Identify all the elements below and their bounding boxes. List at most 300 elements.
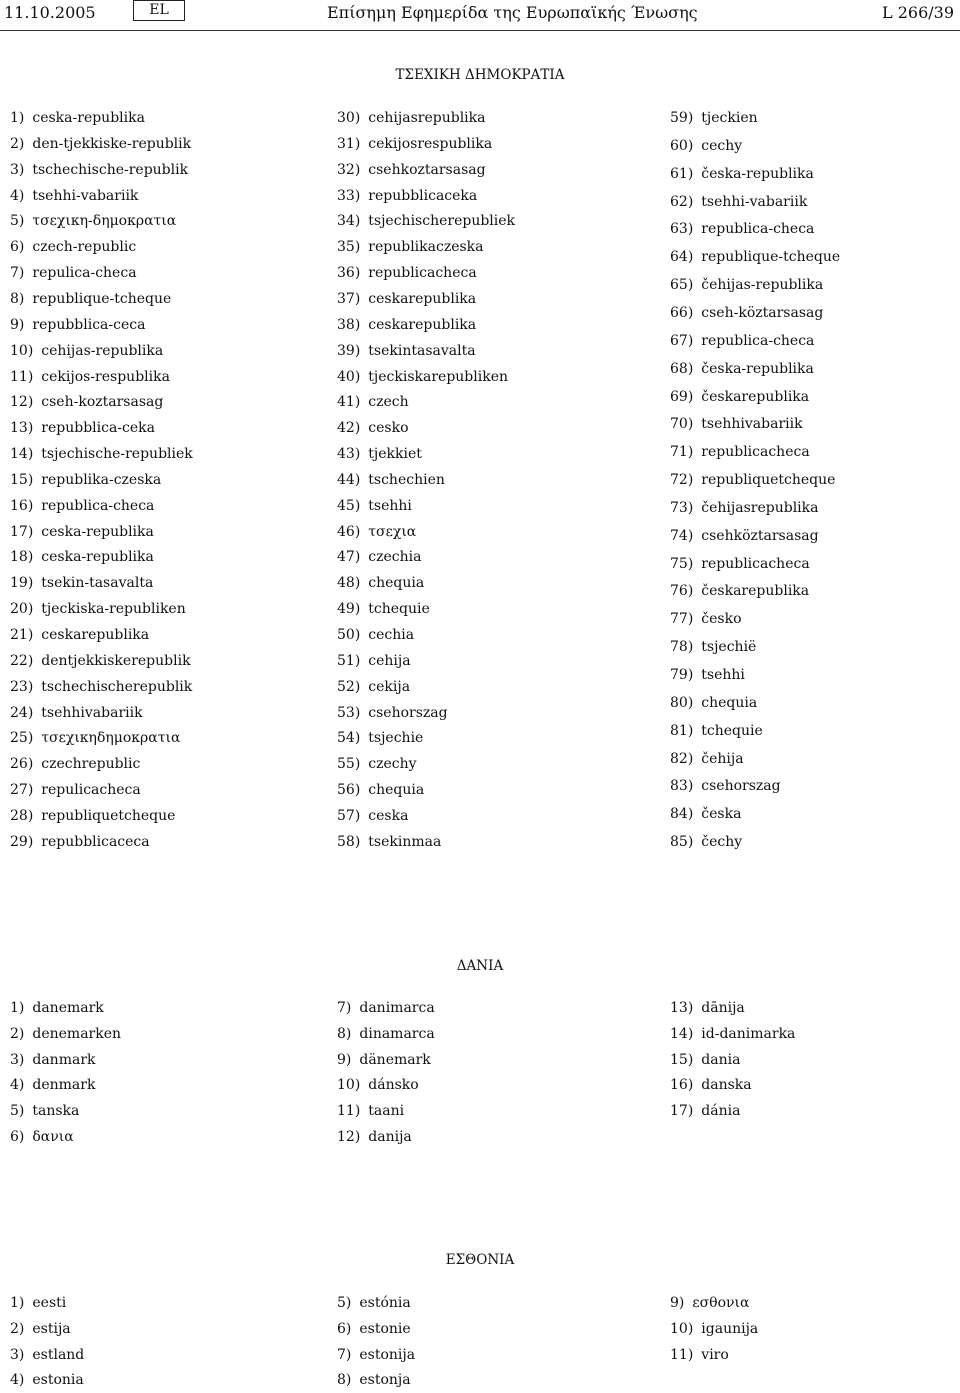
list-item	[670, 609, 742, 629]
list-item-value: chequia	[701, 694, 758, 711]
list-item-value: republikaczeska	[368, 239, 484, 256]
list-item-number: 4)	[10, 1077, 25, 1094]
list-item-value: cechy	[701, 137, 743, 154]
list-item-number: 68)	[670, 360, 694, 377]
list-item	[337, 1075, 419, 1095]
list-item-value: den-tjekkiske-republik	[32, 135, 192, 152]
list-item	[337, 754, 417, 774]
list-item-number: 44)	[337, 471, 361, 488]
list-item	[337, 1024, 435, 1044]
list-item-value: tsjechischerepubliek	[368, 213, 516, 230]
list-item-number: 38)	[337, 316, 361, 333]
list-item	[10, 315, 145, 335]
list-item-value: republica-checa	[701, 221, 815, 238]
list-item-number: 37)	[337, 290, 361, 307]
list-item	[10, 1127, 74, 1147]
list-item-value: cesko	[368, 420, 409, 437]
list-item	[337, 289, 476, 309]
list-item-value: ceskarepublika	[41, 627, 150, 643]
list-item-number: 82)	[670, 750, 694, 767]
list-item-number: 83)	[670, 778, 694, 795]
list-item-number: 57)	[337, 807, 361, 824]
page-reference: L 266/39	[882, 3, 954, 22]
list-item-value: republica-checa	[701, 332, 815, 349]
list-item	[10, 1370, 84, 1390]
list-item-number: 8)	[337, 1025, 352, 1042]
list-item-value: republica-checa	[41, 497, 155, 514]
list-item-number: 43)	[337, 446, 361, 463]
list-item-value: czechia	[368, 549, 422, 566]
list-item	[670, 164, 814, 184]
list-item	[337, 1127, 412, 1147]
list-item-number: 26)	[10, 756, 34, 773]
list-item-value: czech-republic	[32, 239, 137, 256]
list-item-value: chequia	[368, 782, 425, 799]
list-item-value: id-danimarka	[701, 1025, 796, 1042]
list-item-number: 45)	[337, 497, 361, 514]
list-item-value: cseh-koztarsasag	[41, 394, 164, 411]
list-item-value: tsehhi	[701, 667, 745, 683]
list-item	[337, 367, 508, 387]
list-item-value: estonija	[359, 1346, 416, 1363]
list-item	[670, 1050, 740, 1070]
header-divider	[0, 30, 960, 31]
list-item-value: republiquetcheque	[701, 472, 836, 489]
list-item-number: 1)	[10, 110, 25, 126]
list-item	[670, 387, 809, 407]
list-item-value: tsekin-tasavalta	[41, 575, 154, 592]
list-item-value: dinamarca	[359, 1025, 435, 1042]
list-item	[670, 1101, 740, 1121]
list-item-value: repubblica-ceca	[32, 316, 146, 333]
list-item	[337, 108, 485, 128]
list-item	[10, 341, 163, 361]
list-item-number: 10)	[670, 1320, 694, 1337]
list-item-number: 2)	[10, 1320, 25, 1337]
list-item	[10, 444, 193, 464]
list-item-value: csehorszag	[701, 778, 781, 795]
list-item-number: 10)	[337, 1077, 361, 1094]
list-item	[670, 442, 810, 462]
list-item-number: 85)	[670, 834, 694, 851]
list-item-number: 33)	[337, 187, 361, 204]
list-item-value: tchequie	[701, 722, 763, 739]
list-item	[670, 1293, 750, 1313]
list-item-number: 72)	[670, 472, 694, 489]
list-item-number: 75)	[670, 555, 694, 572]
list-item-number: 60)	[670, 137, 694, 154]
list-item-value: tsekinmaa	[368, 833, 442, 850]
list-item	[337, 780, 424, 800]
list-item-value: ceska-republika	[32, 110, 145, 126]
list-item-number: 16)	[10, 497, 34, 514]
list-item-value: repulica-checa	[32, 265, 137, 282]
list-item-number: 61)	[670, 165, 694, 182]
list-item-number: 80)	[670, 694, 694, 711]
list-item-number: 6)	[10, 1129, 25, 1145]
list-item-number: 9)	[10, 316, 25, 333]
list-item	[10, 496, 154, 516]
list-item	[337, 315, 476, 335]
list-item-number: 17)	[10, 523, 34, 540]
list-item	[670, 804, 741, 824]
list-item-value: tsjechie	[368, 730, 424, 747]
list-item-number: 12)	[10, 394, 34, 411]
list-item-number: 66)	[670, 304, 694, 321]
list-item	[337, 392, 409, 412]
list-item	[10, 522, 154, 542]
list-item-value: cseh-köztarsasag	[701, 304, 824, 321]
list-item-value: tjeckiska-republiken	[41, 601, 186, 618]
list-item-number: 24)	[10, 704, 34, 721]
list-item-number: 73)	[670, 499, 694, 516]
list-item	[10, 832, 150, 852]
list-item-value: česka-republika	[701, 165, 814, 182]
list-item-value: danimarca	[359, 1000, 435, 1016]
list-item-number: 29)	[10, 833, 34, 850]
list-item	[337, 625, 414, 645]
list-item	[10, 651, 191, 671]
list-item-number: 25)	[10, 730, 34, 747]
list-item-number: 41)	[337, 394, 361, 411]
list-item	[337, 134, 492, 154]
list-item-value: čehijasrepublika	[701, 499, 819, 516]
list-item-value: českarepublika	[701, 388, 810, 405]
list-item-value: tsehhivabariik	[41, 704, 143, 721]
list-item-value: cehijasrepublika	[368, 110, 486, 126]
list-item	[337, 418, 409, 438]
list-item-value: ceskarepublika	[368, 316, 477, 333]
list-item-number: 55)	[337, 756, 361, 773]
list-item-number: 58)	[337, 833, 361, 850]
list-item-number: 36)	[337, 265, 361, 282]
list-item	[337, 1345, 415, 1365]
list-item	[337, 522, 416, 542]
list-item	[10, 625, 149, 645]
list-item-number: 14)	[10, 446, 34, 463]
list-item-number: 77)	[670, 611, 694, 628]
list-item-number: 63)	[670, 221, 694, 238]
list-item-value: dentjekkiskerepublik	[41, 652, 191, 669]
list-item-value: tsehhivabariik	[701, 416, 803, 433]
list-item	[670, 998, 745, 1018]
list-item-number: 16)	[670, 1077, 694, 1094]
list-item-number: 5)	[10, 1103, 25, 1120]
list-item-value: tschechische-republik	[32, 161, 189, 178]
list-item	[337, 998, 435, 1018]
list-item-value: tsjechische-republiek	[41, 446, 193, 463]
list-item	[670, 526, 819, 546]
list-item-value: εσθονια	[692, 1295, 750, 1311]
list-item	[10, 263, 137, 283]
list-item	[670, 749, 744, 769]
list-item	[337, 832, 441, 852]
list-item	[10, 677, 192, 697]
list-item	[10, 134, 191, 154]
list-item	[337, 496, 412, 516]
list-item-value: denemarken	[32, 1025, 122, 1042]
list-item-number: 17)	[670, 1103, 694, 1120]
list-item-value: repubblicaceka	[368, 187, 478, 204]
list-item	[10, 754, 140, 774]
list-item	[10, 599, 186, 619]
list-item-number: 39)	[337, 342, 361, 359]
list-item-value: čechy	[701, 834, 743, 851]
list-item	[337, 599, 430, 619]
list-item-number: 70)	[670, 416, 694, 433]
list-item	[670, 665, 745, 685]
list-item	[670, 247, 840, 267]
list-item-value: danemark	[32, 1000, 104, 1016]
list-item-value: republique-tcheque	[701, 249, 841, 266]
list-item-value: τσεχια	[368, 523, 417, 540]
list-item-number: 3)	[10, 1346, 25, 1363]
list-item-value: estonja	[359, 1372, 411, 1389]
list-item-value: czechy	[368, 756, 417, 773]
list-item-number: 69)	[670, 388, 694, 405]
list-item-number: 59)	[670, 110, 694, 126]
list-item-number: 18)	[10, 549, 34, 566]
list-item-value: dānija	[701, 1000, 745, 1016]
list-item-number: 8)	[337, 1372, 352, 1389]
list-item-value: cekijosrespublika	[368, 135, 493, 152]
list-item	[10, 237, 136, 257]
list-item-value: τσεχικηδημοκρατια	[41, 730, 181, 747]
list-item	[10, 160, 188, 180]
list-item-value: δανια	[32, 1129, 74, 1145]
list-item-number: 9)	[337, 1051, 352, 1068]
list-item	[10, 1075, 95, 1095]
list-item-number: 67)	[670, 332, 694, 349]
list-item-number: 13)	[670, 1000, 694, 1016]
list-item-value: danija	[368, 1129, 412, 1145]
list-item-number: 5)	[337, 1295, 352, 1311]
list-item-value: estonia	[32, 1372, 84, 1389]
list-item-number: 12)	[337, 1129, 361, 1145]
list-item	[10, 1345, 84, 1365]
list-item-number: 81)	[670, 722, 694, 739]
list-item-value: tsekintasavalta	[368, 342, 476, 359]
list-item-number: 54)	[337, 730, 361, 747]
list-item-value: dania	[701, 1051, 741, 1068]
list-item-number: 71)	[670, 444, 694, 461]
list-item	[337, 1319, 411, 1339]
list-item-number: 74)	[670, 527, 694, 544]
list-item-value: republicacheca	[701, 555, 810, 572]
list-item-value: igaunija	[701, 1320, 759, 1337]
list-item-number: 34)	[337, 213, 361, 230]
list-item-value: tschechien	[368, 471, 445, 488]
list-item	[10, 1293, 66, 1313]
list-item	[337, 341, 476, 361]
list-item	[10, 108, 145, 128]
list-item-number: 7)	[10, 265, 25, 282]
list-item-value: cekija	[368, 678, 411, 695]
list-item-value: csehköztarsasag	[701, 527, 819, 544]
list-item-value: repulicacheca	[41, 782, 141, 799]
list-item-number: 47)	[337, 549, 361, 566]
list-item	[670, 275, 823, 295]
list-item	[670, 581, 809, 601]
list-item-value: taani	[368, 1103, 405, 1120]
list-item-value: czechrepublic	[41, 756, 141, 773]
list-item	[10, 547, 154, 567]
list-item	[337, 703, 448, 723]
list-item	[337, 1050, 431, 1070]
list-item-number: 28)	[10, 807, 34, 824]
list-item-value: csehorszag	[368, 704, 448, 721]
list-item	[337, 444, 422, 464]
list-item-number: 3)	[10, 1051, 25, 1068]
list-item	[670, 721, 763, 741]
list-item-value: tschechischerepublik	[41, 678, 193, 695]
list-item-number: 48)	[337, 575, 361, 592]
list-item-value: tsehhi	[368, 497, 412, 514]
list-item-number: 51)	[337, 652, 361, 669]
list-item-number: 35)	[337, 239, 361, 256]
list-item-value: tjekkiet	[368, 446, 422, 463]
list-item	[670, 192, 807, 212]
list-item-value: česka	[701, 806, 742, 823]
list-item-value: repubblicaceca	[41, 833, 150, 850]
list-item-value: tsehhi-vabariik	[701, 193, 808, 210]
list-item	[670, 470, 835, 490]
list-item-number: 56)	[337, 782, 361, 799]
list-item-number: 52)	[337, 678, 361, 695]
list-item	[337, 211, 515, 231]
list-item	[10, 1319, 71, 1339]
list-item-number: 42)	[337, 420, 361, 437]
list-item	[10, 392, 163, 412]
list-item	[337, 1293, 411, 1313]
list-item	[670, 136, 742, 156]
list-item	[10, 1024, 121, 1044]
list-item-value: cehijas-republika	[41, 342, 164, 359]
list-item	[670, 1345, 729, 1365]
list-item-number: 53)	[337, 704, 361, 721]
list-item-value: danska	[701, 1077, 752, 1094]
list-item	[10, 186, 138, 206]
list-item-value: dánsko	[368, 1077, 419, 1094]
language-badge: EL	[133, 0, 185, 21]
list-item-number: 50)	[337, 627, 361, 643]
list-item	[670, 331, 814, 351]
list-item	[10, 211, 176, 231]
list-item-value: csehkoztarsasag	[368, 161, 486, 178]
list-item-value: česka-republika	[701, 360, 814, 377]
list-item-value: estija	[32, 1320, 71, 1337]
list-item	[337, 186, 477, 206]
list-item-number: 10)	[10, 342, 34, 359]
list-item-value: eesti	[32, 1295, 67, 1311]
list-item-value: českarepublika	[701, 583, 810, 600]
list-item-number: 11)	[337, 1103, 361, 1120]
list-item-number: 6)	[337, 1320, 352, 1337]
list-item	[670, 303, 823, 323]
list-item-number: 40)	[337, 368, 361, 385]
list-item-value: tanska	[32, 1103, 80, 1120]
list-item	[337, 1101, 404, 1121]
list-item	[670, 832, 742, 852]
list-item-value: ceskarepublika	[368, 290, 477, 307]
list-item-number: 65)	[670, 277, 694, 294]
list-item	[670, 108, 758, 128]
list-item-value: tsjechië	[701, 639, 757, 656]
list-item	[337, 237, 484, 257]
list-item-number: 32)	[337, 161, 361, 178]
list-item	[670, 219, 814, 239]
list-item-number: 4)	[10, 1372, 25, 1389]
list-item	[10, 418, 155, 438]
list-item-number: 2)	[10, 1025, 25, 1042]
list-item-number: 76)	[670, 583, 694, 600]
list-item-value: republika-czeska	[41, 471, 162, 488]
list-item	[337, 160, 486, 180]
list-item-number: 11)	[10, 368, 34, 385]
list-item-number: 8)	[10, 290, 25, 307]
list-item-number: 79)	[670, 667, 694, 683]
list-item-value: viro	[701, 1346, 729, 1363]
list-item	[670, 693, 757, 713]
list-item-number: 78)	[670, 639, 694, 656]
list-item-value: estonie	[359, 1320, 411, 1337]
list-item	[670, 1075, 752, 1095]
list-item-value: tsehhi-vabariik	[32, 187, 139, 204]
list-item-number: 5)	[10, 213, 25, 230]
list-item-value: cekijos-respublika	[41, 368, 170, 385]
list-item	[10, 573, 153, 593]
list-item	[337, 651, 411, 671]
list-item-value: ceska-republika	[41, 549, 154, 566]
list-item-number: 6)	[10, 239, 25, 256]
list-item-value: tjeckien	[701, 110, 758, 126]
list-item-number: 2)	[10, 135, 25, 152]
list-item-number: 15)	[10, 471, 34, 488]
list-item-value: tchequie	[368, 601, 430, 618]
list-item-value: republicacheca	[701, 444, 810, 461]
list-item-number: 1)	[10, 1295, 25, 1311]
list-item	[10, 780, 141, 800]
publication-date: 11.10.2005	[4, 3, 96, 22]
list-item	[10, 1101, 79, 1121]
list-item-number: 11)	[670, 1346, 694, 1363]
list-item-value: estland	[32, 1346, 85, 1363]
list-item	[337, 547, 421, 567]
page-header	[0, 0, 960, 32]
list-item-number: 30)	[337, 110, 361, 126]
list-item-number: 9)	[670, 1295, 685, 1311]
list-item	[670, 498, 818, 518]
list-item-number: 31)	[337, 135, 361, 152]
list-item-number: 46)	[337, 523, 361, 540]
list-item	[670, 554, 810, 574]
list-item	[10, 367, 170, 387]
list-item-number: 23)	[10, 678, 34, 695]
list-item-value: τσεχικη-δημοκρατια	[32, 213, 177, 230]
list-item-value: denmark	[32, 1077, 96, 1094]
list-item	[337, 728, 423, 748]
section-title-denmark: ΔΑΝΙΑ	[456, 958, 504, 974]
list-item-value: cehija	[368, 652, 411, 669]
list-item-number: 1)	[10, 1000, 25, 1016]
list-item	[337, 470, 445, 490]
list-item-value: cechia	[368, 627, 415, 643]
list-item	[10, 289, 171, 309]
list-item-number: 13)	[10, 420, 34, 437]
list-item	[670, 1024, 795, 1044]
list-item	[670, 637, 756, 657]
list-item-number: 64)	[670, 249, 694, 266]
